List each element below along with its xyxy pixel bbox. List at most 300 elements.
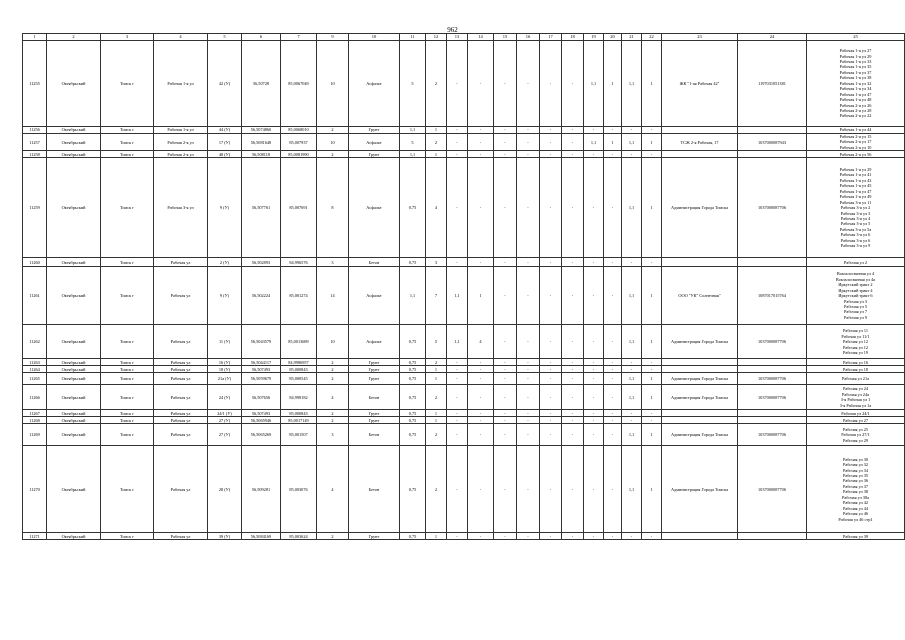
cell-c18: - <box>562 385 584 410</box>
cell-c15: - <box>494 359 517 366</box>
cell-c15: - <box>494 446 517 533</box>
address-line: Рабочая ул 19 <box>842 350 869 356</box>
address-line: Рабочая ул 39 <box>842 533 869 539</box>
cell-c18: - <box>562 127 584 134</box>
cell-c13: - <box>447 385 468 410</box>
cell-addresses <box>807 359 905 366</box>
cell-c17: - <box>540 41 562 127</box>
cell-addresses <box>807 373 905 385</box>
cell-ogrn <box>738 359 807 366</box>
address-line: Рабочая 1-я ул 27 <box>839 48 872 54</box>
cell-c15: - <box>494 385 517 410</box>
cell-c20: - <box>604 151 622 158</box>
address-line: Рабочая ул 42 <box>842 500 869 506</box>
cell-c13: - <box>447 151 468 158</box>
cell-c16: - <box>517 134 540 151</box>
cell-org: Администрация Города Томска <box>662 385 738 410</box>
cell-surface: Асфальт <box>349 41 400 127</box>
cell-c15: - <box>494 366 517 373</box>
cell-c14: - <box>468 41 494 127</box>
cell-city: Томск г <box>101 134 154 151</box>
cell-city: Томск г <box>101 424 154 446</box>
cell-c11: 0,75 <box>400 325 426 359</box>
cell-ogrn: 1037000087706 <box>738 385 807 410</box>
cell-len: 2 <box>317 127 349 134</box>
register-table <box>22 33 905 540</box>
address-line: Рабочая 3-я ул 11 <box>839 199 872 205</box>
cell-c20: - <box>604 533 622 540</box>
cell-ogrn <box>738 410 807 417</box>
table-row <box>23 417 905 424</box>
address-line: Рабочая 1-я ул 49 <box>839 194 872 200</box>
header-cell: 7 <box>281 34 317 41</box>
cell-addresses <box>807 424 905 446</box>
cell-c20: - <box>604 410 622 417</box>
cell-len: 2 <box>317 366 349 373</box>
cell-surface: Грунт <box>349 359 400 366</box>
cell-c13: - <box>447 410 468 417</box>
cell-lon: 85,0067049 <box>281 41 317 127</box>
cell-org <box>662 417 738 424</box>
cell-org: Администрация Города Томска <box>662 424 738 446</box>
cell-c22: - <box>642 417 662 424</box>
cell-c17: - <box>540 127 562 134</box>
cell-org: Администрация Города Томска <box>662 446 738 533</box>
cell-org <box>662 359 738 366</box>
address-line: Рабочая 1-я ул 47 <box>839 91 872 97</box>
cell-c17: - <box>540 325 562 359</box>
address-line: Рабочая 3-я ул 6 <box>840 237 871 243</box>
cell-lat: 56,507761 <box>242 158 281 258</box>
cell-surface: Грунт <box>349 373 400 385</box>
cell-c12: 3 <box>426 258 447 267</box>
cell-addresses <box>807 41 905 127</box>
header-cell: 4 <box>154 34 208 41</box>
cell-c20: - <box>604 385 622 410</box>
cell-street: Рабочая ул <box>154 410 208 417</box>
cell-len: 2 <box>317 417 349 424</box>
address-line: Рабочая ул 24/1 <box>841 410 870 416</box>
cell-lon: 85,001274 <box>281 267 317 325</box>
cell-c15: - <box>494 258 517 267</box>
cell-c13: - <box>447 127 468 134</box>
cell-street: Рабочая 2-я ул <box>154 134 208 151</box>
cell-org: Администрация Города Томска <box>662 158 738 258</box>
cell-ogrn: 1197031051381 <box>738 41 807 127</box>
cell-num: 2 (У) <box>208 258 242 267</box>
address-line: Рабочая ул 46 <box>842 511 869 517</box>
cell-c13: - <box>447 424 468 446</box>
cell-city: Томск г <box>101 533 154 540</box>
address-line: 3-я Рабочая ул 1а <box>839 402 872 408</box>
cell-c11: 0,75 <box>400 385 426 410</box>
cell-c11: 1,1 <box>400 267 426 325</box>
cell-district: Октябрьский <box>47 41 101 127</box>
cell-c15: - <box>494 325 517 359</box>
cell-c11: 0,75 <box>400 424 426 446</box>
cell-city: Томск г <box>101 127 154 134</box>
cell-c22: 1 <box>642 158 662 258</box>
cell-len: 2 <box>317 151 349 158</box>
cell-district: Октябрьский <box>47 410 101 417</box>
address-line: Рабочая ул 32 <box>842 462 869 468</box>
cell-id: 11268 <box>23 417 47 424</box>
header-cell: 6 <box>242 34 281 41</box>
cell-c14: - <box>468 385 494 410</box>
address-line: Рабочая ул 27 <box>842 417 869 423</box>
address-line: Рабочая 1-я ул 48 <box>839 97 872 103</box>
address-line: Рабочая 1-я ул 34 <box>839 86 872 92</box>
table-row <box>23 366 905 373</box>
cell-c12: 2 <box>426 359 447 366</box>
cell-c17: - <box>540 366 562 373</box>
cell-c16: - <box>517 359 540 366</box>
cell-c18: - <box>562 424 584 446</box>
cell-surface: Бетон <box>349 424 400 446</box>
header-cell: 9 <box>317 34 349 41</box>
cell-org <box>662 151 738 158</box>
header-cell: 17 <box>540 34 562 41</box>
cell-c13: - <box>447 258 468 267</box>
cell-street: Рабочая ул <box>154 325 208 359</box>
cell-c19: - <box>584 424 604 446</box>
cell-c15: - <box>494 41 517 127</box>
address-line: Рабочая 1-я ул 29 <box>839 53 872 59</box>
cell-ogrn: 1037000087943 <box>738 134 807 151</box>
address-line: Рабочая ул 37 <box>842 483 869 489</box>
cell-c20: - <box>604 359 622 366</box>
cell-c13: - <box>447 366 468 373</box>
cell-num: 18 (У) <box>208 366 242 373</box>
cell-district: Октябрьский <box>47 385 101 410</box>
cell-ogrn <box>738 533 807 540</box>
cell-surface: Грунт <box>349 366 400 373</box>
cell-len: 3 <box>317 258 349 267</box>
cell-org: ООО "УК" Солнечная" <box>662 267 738 325</box>
cell-addresses <box>807 446 905 533</box>
cell-org <box>662 533 738 540</box>
cell-c18: - <box>562 446 584 533</box>
cell-street: Рабочая 3-я ул <box>154 158 208 258</box>
address-line: Рабочая ул 11 <box>843 328 868 334</box>
table-row <box>23 151 905 158</box>
cell-lat: 56,5084169 <box>242 533 281 540</box>
cell-c11: 1,1 <box>400 151 426 158</box>
table-row <box>23 373 905 385</box>
address-line: Рабочая ул 35 <box>842 473 869 478</box>
cell-addresses <box>807 325 905 359</box>
address-line: Рабочая 2-я ул 56 <box>839 151 872 157</box>
cell-c19: - <box>584 258 604 267</box>
table-row <box>23 41 905 127</box>
cell-street: Рабочая ул <box>154 366 208 373</box>
cell-len: 2 <box>317 533 349 540</box>
cell-c13: - <box>447 359 468 366</box>
cell-surface: Грунт <box>349 410 400 417</box>
cell-city: Томск г <box>101 417 154 424</box>
cell-c16: - <box>517 410 540 417</box>
cell-id: 11256 <box>23 127 47 134</box>
cell-len: 2 <box>317 410 349 417</box>
cell-c21: 1,1 <box>622 446 642 533</box>
table-row <box>23 258 905 267</box>
cell-c21: 1,1 <box>622 373 642 385</box>
cell-c18: - <box>562 533 584 540</box>
address-line: Рабочая ул 25 <box>842 426 869 432</box>
cell-org: ЖК "1-ая Рабочая 42" <box>662 41 738 127</box>
header-cell: 3 <box>101 34 154 41</box>
cell-lon: 84,996576 <box>281 258 317 267</box>
cell-lon: 85,007937 <box>281 134 317 151</box>
cell-c18: - <box>562 410 584 417</box>
cell-c12: 2 <box>426 385 447 410</box>
cell-c12: 1 <box>426 410 447 417</box>
cell-street: Рабочая ул <box>154 359 208 366</box>
cell-c11: 1,1 <box>400 127 426 134</box>
cell-num: 24/1 (У) <box>208 410 242 417</box>
cell-c18: - <box>562 373 584 385</box>
address-line: Рабочая ул 38а <box>841 494 870 500</box>
cell-city: Томск г <box>101 373 154 385</box>
cell-id: 11255 <box>23 41 47 127</box>
address-line: Рабочая ул 46 стр1 <box>838 516 873 522</box>
address-line: Рабочая ул 5 <box>844 304 867 310</box>
cell-c18: - <box>562 151 584 158</box>
cell-c14: 1 <box>468 267 494 325</box>
cell-ogrn <box>738 417 807 424</box>
cell-len: 8 <box>317 158 349 258</box>
cell-street: Рабочая 1-я ул <box>154 41 208 127</box>
cell-c21: - <box>622 533 642 540</box>
cell-c18: - <box>562 417 584 424</box>
cell-surface: Асфальт <box>349 267 400 325</box>
cell-c11: 0,75 <box>400 410 426 417</box>
cell-surface: Бетон <box>349 258 400 267</box>
cell-org <box>662 127 738 134</box>
cell-len: 10 <box>317 41 349 127</box>
cell-district: Октябрьский <box>47 366 101 373</box>
cell-lon: 85,001507 <box>281 424 317 446</box>
cell-id: 11260 <box>23 258 47 267</box>
cell-c11: 0,75 <box>400 359 426 366</box>
cell-lat: 56,502893 <box>242 258 281 267</box>
cell-c14: - <box>468 258 494 267</box>
cell-num: 24 (У) <box>208 385 242 410</box>
cell-c14: - <box>468 366 494 373</box>
cell-id: 11270 <box>23 446 47 533</box>
cell-num: 39 (У) <box>208 533 242 540</box>
cell-c18: - <box>562 158 584 258</box>
cell-ogrn <box>738 151 807 158</box>
address-line: Рабочая ул 3 <box>844 298 867 304</box>
cell-c20: 1 <box>604 134 622 151</box>
cell-lon: 85,003624 <box>281 533 317 540</box>
cell-org: Администрация Города Томска <box>662 373 738 385</box>
cell-c17: - <box>540 446 562 533</box>
cell-id: 11266 <box>23 385 47 410</box>
cell-lon: 85,0013689 <box>281 325 317 359</box>
cell-c21: 1,1 <box>622 385 642 410</box>
cell-c12: 5 <box>426 325 447 359</box>
table-row <box>23 359 905 366</box>
cell-c20: - <box>604 158 622 258</box>
cell-surface: Асфальт <box>349 325 400 359</box>
cell-lat: 56,509281 <box>242 446 281 533</box>
cell-id: 11263 <box>23 359 47 366</box>
cell-district: Октябрьский <box>47 533 101 540</box>
cell-c21: - <box>622 258 642 267</box>
cell-lat: 56,507493 <box>242 410 281 417</box>
cell-c20: 1 <box>604 41 622 127</box>
header-cell: 21 <box>622 34 642 41</box>
cell-c21: - <box>622 359 642 366</box>
cell-c15: - <box>494 158 517 258</box>
cell-c11: 0,75 <box>400 258 426 267</box>
cell-district: Октябрьский <box>47 151 101 158</box>
cell-lat: 56,5044117 <box>242 359 281 366</box>
cell-c16: - <box>517 258 540 267</box>
cell-c16: - <box>517 41 540 127</box>
cell-c16: - <box>517 366 540 373</box>
cell-district: Октябрьский <box>47 417 101 424</box>
cell-id: 11271 <box>23 533 47 540</box>
cell-c16: - <box>517 267 540 325</box>
cell-district: Октябрьский <box>47 359 101 366</box>
cell-surface: Грунт <box>349 151 400 158</box>
cell-district: Октябрьский <box>47 134 101 151</box>
cell-lon: 85,0081990 <box>281 151 317 158</box>
cell-lon: 85,000843 <box>281 410 317 417</box>
cell-c16: - <box>517 385 540 410</box>
cell-surface: Бетон <box>349 446 400 533</box>
cell-city: Томск г <box>101 446 154 533</box>
header-cell: 14 <box>468 34 494 41</box>
address-line: Рабочая ул 9 <box>844 314 867 320</box>
cell-street: Рабочая ул <box>154 373 208 385</box>
address-line: Рабочая 2-я ул 22 <box>839 113 872 119</box>
cell-c18: - <box>562 366 584 373</box>
header-row <box>23 34 905 41</box>
cell-num: 44 (У) <box>208 127 242 134</box>
cell-c22: 1 <box>642 424 662 446</box>
cell-c12: 4 <box>426 158 447 258</box>
cell-lon: 85,0068010 <box>281 127 317 134</box>
cell-addresses <box>807 134 905 151</box>
address-line: Рабочая 1-я ул 29 <box>839 166 872 172</box>
cell-org <box>662 410 738 417</box>
table-row <box>23 446 905 533</box>
cell-c22: - <box>642 533 662 540</box>
address-line: Рабочая ул 12 <box>842 339 869 345</box>
address-line: Рабочая 3-я ул 5а <box>839 226 872 232</box>
cell-street: Рабочая ул <box>154 446 208 533</box>
cell-district: Октябрьский <box>47 446 101 533</box>
cell-street: Рабочая ул <box>154 533 208 540</box>
cell-c19: - <box>584 366 604 373</box>
cell-id: 11265 <box>23 373 47 385</box>
cell-lon: 85,000545 <box>281 373 317 385</box>
header-cell: 18 <box>562 34 584 41</box>
cell-c21: 1,1 <box>622 267 642 325</box>
cell-city: Томск г <box>101 325 154 359</box>
cell-c17: - <box>540 424 562 446</box>
cell-c22: 1 <box>642 41 662 127</box>
address-line: Иркутский тракт 2 <box>838 282 873 288</box>
cell-lat: 56,5074860 <box>242 127 281 134</box>
cell-c17: - <box>540 134 562 151</box>
address-line: Рабочая 3-я ул 4 <box>840 216 871 222</box>
cell-c14: - <box>468 533 494 540</box>
cell-city: Томск г <box>101 267 154 325</box>
cell-c14: - <box>468 151 494 158</box>
header-cell: 10 <box>349 34 400 41</box>
cell-lon: 85,000843 <box>281 366 317 373</box>
cell-c17: - <box>540 417 562 424</box>
cell-lon: 85,0017149 <box>281 417 317 424</box>
cell-addresses <box>807 366 905 373</box>
cell-id: 11257 <box>23 134 47 151</box>
address-line: Рабочая 3-я ул 2 <box>840 205 871 211</box>
cell-city: Томск г <box>101 410 154 417</box>
cell-len: 4 <box>317 446 349 533</box>
page-number: 962 <box>447 26 458 34</box>
address-line: Рабочая 3-я ул 9 <box>840 243 871 249</box>
cell-c21: 1,1 <box>622 325 642 359</box>
address-line: Рабочая ул 11/1 <box>841 333 870 339</box>
table-row <box>23 325 905 359</box>
address-line: Рабочая ул 21а <box>841 376 870 382</box>
cell-c17: - <box>540 158 562 258</box>
header-cell: 20 <box>604 34 622 41</box>
cell-c19: - <box>584 151 604 158</box>
cell-c11: 0,75 <box>400 366 426 373</box>
cell-c13: - <box>447 41 468 127</box>
cell-c13: - <box>447 158 468 258</box>
cell-c21: - <box>622 151 642 158</box>
cell-city: Томск г <box>101 151 154 158</box>
header-cell: 11 <box>400 34 426 41</box>
cell-c20: - <box>604 424 622 446</box>
address-line: Рабочая ул 44 <box>842 505 869 511</box>
cell-c17: - <box>540 267 562 325</box>
cell-c22: - <box>642 258 662 267</box>
cell-id: 11264 <box>23 366 47 373</box>
cell-c12: 1 <box>426 533 447 540</box>
cell-c11: 0,75 <box>400 446 426 533</box>
cell-city: Томск г <box>101 41 154 127</box>
address-line: Иркутский тракт 4 <box>838 287 873 293</box>
cell-c21: 1,1 <box>622 41 642 127</box>
cell-c15: - <box>494 533 517 540</box>
table-row <box>23 267 905 325</box>
cell-c20: - <box>604 446 622 533</box>
cell-lat: 56,50728 <box>242 41 281 127</box>
cell-c13: 1,1 <box>447 267 468 325</box>
cell-org: Администрация Города Томска <box>662 325 738 359</box>
cell-addresses <box>807 127 905 134</box>
cell-district: Октябрьский <box>47 373 101 385</box>
address-line: Рабочая 3-я ул 5 <box>840 221 871 227</box>
cell-surface: Грунт <box>349 533 400 540</box>
address-line: Рабочая 1-я ул 38 <box>839 75 872 81</box>
address-line: Рабочая 1-я ул 41 <box>839 172 872 178</box>
cell-lon: 85,003076 <box>281 446 317 533</box>
cell-lat: 56,5065946 <box>242 417 281 424</box>
address-line: Рабочая 1-я ул 44 <box>839 127 872 133</box>
cell-c12: 2 <box>426 446 447 533</box>
cell-c16: - <box>517 424 540 446</box>
cell-c14: - <box>468 446 494 533</box>
